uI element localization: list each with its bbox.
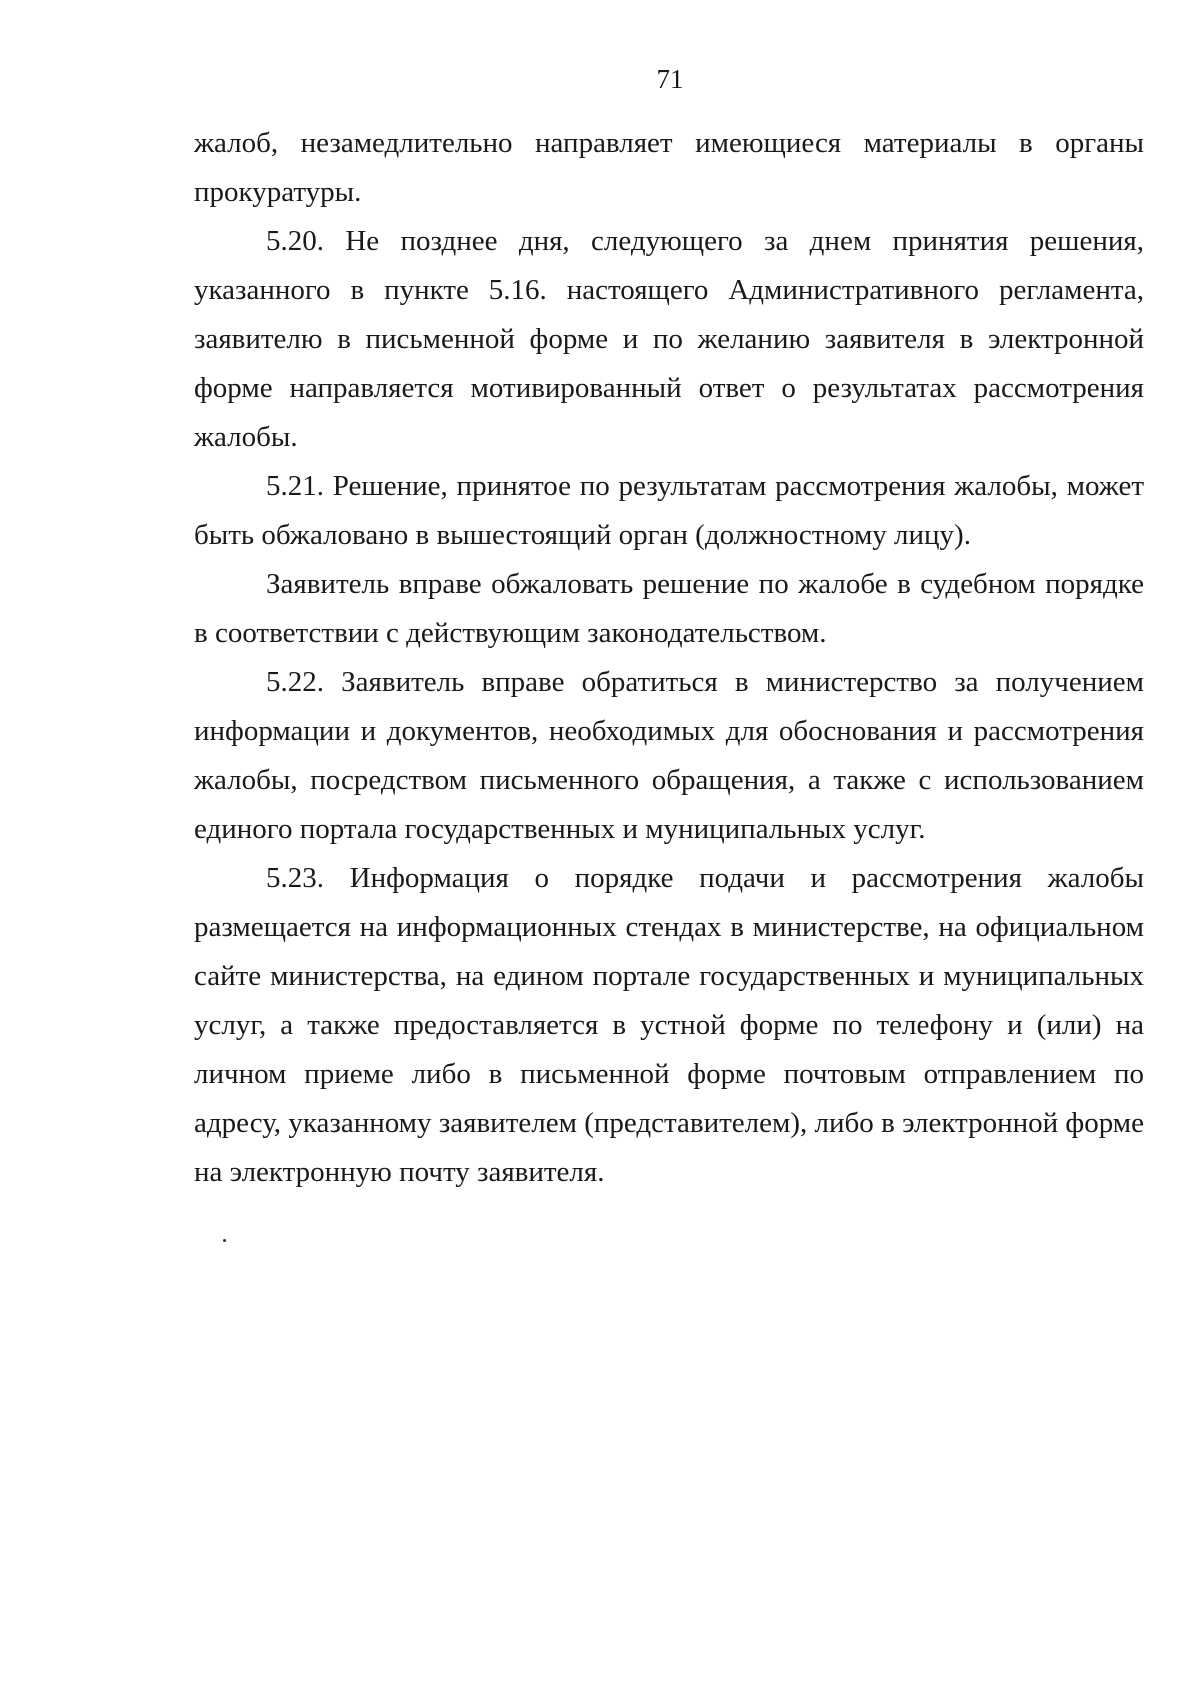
paragraph-appeal-court: Заявитель вправе обжаловать решение по жалобе в судебном порядке в соответствии с действующим законодательством. — [194, 568, 1144, 649]
paragraph-5-23: 5.23. Информация о порядке подачи и рассмотрения жалобы размещается на информационных стендах в министерстве, на официальном сайте министерства, на едином портале государственных и муниципальных услуг, а также предоставляется в устной форме по телефону и (или) на личном приеме либо в письменной форме почтовым отправлением по адресу, указанному заявителем (представителем), либо в электронной форме на электронную почту заявителя. — [194, 862, 1144, 1188]
paragraph-continuation: жалоб, незамедлительно направляет имеющиеся материалы в органы прокуратуры. — [194, 127, 1144, 208]
paragraph-5-21: 5.21. Решение, принятое по результатам рассмотрения жалобы, может быть обжаловано в вышестоящий орган (должностному лицу). — [194, 470, 1144, 551]
paragraph-5-20: 5.20. Не позднее дня, следующего за днем принятия решения, указанного в пункте 5.16. настоящего Административного регламента, заявителю в письменной форме и по желанию заявителя в электронной форме направляется мотивированный ответ о результатах рассмотрения жалобы. — [194, 225, 1144, 453]
document-body — [194, 119, 1144, 1197]
scan-speck — [223, 1239, 226, 1242]
paragraph-5-22: 5.22. Заявитель вправе обратиться в министерство за получением информации и документов, необходимых для обоснования и рассмотрения жалобы, посредством письменного обращения, а также с использованием единого портала государственных и муниципальных услуг. — [194, 666, 1144, 845]
page-number: 71 — [656, 64, 684, 94]
